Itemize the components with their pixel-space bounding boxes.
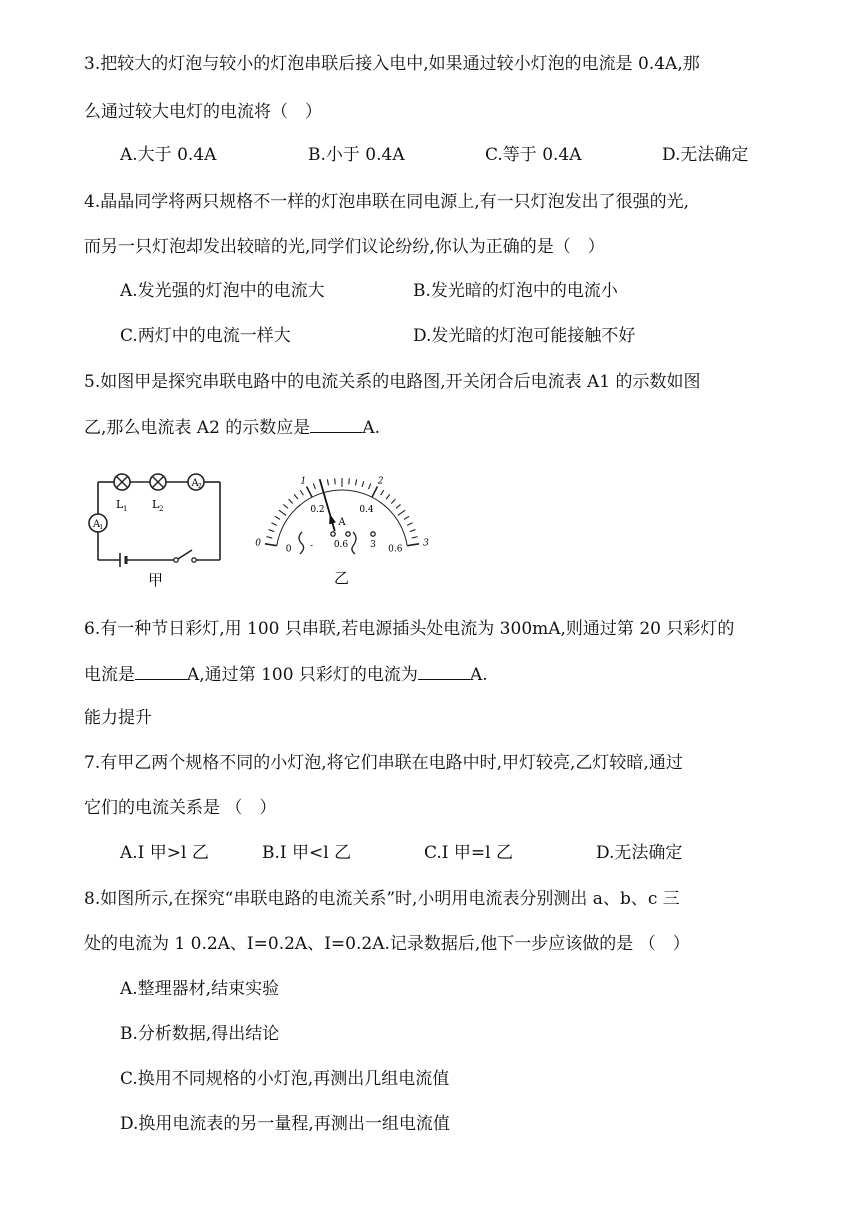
dial-tick xyxy=(396,504,401,508)
dial-tick xyxy=(335,478,336,484)
q7-option-b: B.I 甲<l 乙 xyxy=(262,843,352,863)
dial-tick xyxy=(412,537,418,538)
dial-tick xyxy=(362,481,364,487)
q3-option-d: D.无法确定 xyxy=(662,145,749,165)
q5-answer-blank xyxy=(310,415,362,433)
dial-tick xyxy=(300,490,303,495)
circuit-diagram xyxy=(78,462,238,590)
dial-tick xyxy=(269,530,275,532)
dial-tick xyxy=(275,516,280,519)
lower-scale-label-0: 0 xyxy=(285,544,292,555)
q6-answer-blank-2 xyxy=(418,662,470,680)
q4-line2: 而另一只灯泡却发出较暗的光,同学们议论纷纷,你认为正确的是（ ） xyxy=(84,237,605,257)
dial-tick xyxy=(398,510,405,515)
q6-line1: 6.有一种节日彩灯,用 100 只串联,若电源插头处电流为 300mA,则通过第 20 只彩灯的 xyxy=(84,619,735,639)
dial-tick xyxy=(294,494,298,499)
q3-line2: 么通过较大电灯的电流将（ ） xyxy=(84,102,322,122)
dial-tick xyxy=(407,523,412,526)
terminal-knob-middle xyxy=(346,532,350,536)
terminal-label-minus: - xyxy=(310,541,314,551)
q8-option-b: B.分析数据,得出结论 xyxy=(120,1024,280,1044)
terminal-wire-left xyxy=(299,532,304,554)
q5-line1: 5.如图甲是探究串联电路中的电流关系的电路图,开关闭合后电流表 A1 的示数如图 xyxy=(84,372,701,392)
lower-scale-label-2: 0.4 xyxy=(359,504,374,515)
lamp-l2-symbol xyxy=(150,474,166,490)
dial-tick xyxy=(283,504,288,508)
upper-scale-label-0: 0 xyxy=(255,538,261,549)
ammeter-a2-label: A xyxy=(191,478,199,489)
q5-line2 xyxy=(84,415,380,440)
ammeter-a1-subscript: 1 xyxy=(99,524,104,531)
terminal-knob-right xyxy=(371,532,375,536)
q7-option-d: D.无法确定 xyxy=(596,843,683,863)
q8-option-d: D.换用电流表的另一量程,再测出一组电流值 xyxy=(120,1114,450,1134)
q7-line1: 7.有甲乙两个规格不同的小灯泡,将它们串联在电路中时,甲灯较亮,乙灯较暗,通过 xyxy=(84,753,683,773)
lamp-l1-subscript: 1 xyxy=(123,505,128,513)
switch-symbol xyxy=(174,550,196,562)
q8-line1: 8.如图所示,在探究“串联电路的电流关系”时,小明用电流表分别测出 a、b、c 三 xyxy=(84,889,680,909)
terminal-label-0-6: 0.6 xyxy=(333,540,349,550)
ammeter-a2-symbol xyxy=(188,474,204,490)
q6-line2-text1: 电流是 xyxy=(84,665,135,685)
ammeter-a1-symbol xyxy=(89,514,107,532)
dial-tick xyxy=(313,483,315,489)
dial-tick xyxy=(381,490,384,495)
section-heading: 能力提升 xyxy=(84,708,152,728)
circuit-caption: 甲 xyxy=(148,571,164,589)
q3-option-c: C.等于 0.4A xyxy=(485,145,582,165)
q7-line2: 它们的电流关系是 （ ） xyxy=(84,798,277,818)
dial-tick xyxy=(271,523,276,526)
dial-tick xyxy=(265,544,277,546)
q6-line2 xyxy=(84,662,488,687)
q5-line2-text: 乙,那么电流表 A2 的示数应是 xyxy=(84,418,311,438)
q4-option-a: A.发光强的灯泡中的电流大 xyxy=(120,281,325,301)
dial-tick xyxy=(307,487,312,498)
dial-tick xyxy=(391,499,395,503)
q8-option-a: A.整理器材,结束实验 xyxy=(120,979,280,999)
upper-scale-label-1: 1 xyxy=(300,476,307,487)
terminal-knob-left xyxy=(331,532,335,536)
terminal-label-3: 3 xyxy=(370,540,376,550)
dial-caption: 乙 xyxy=(334,569,350,587)
q4-line1: 4.晶晶同学将两只规格不一样的灯泡串联在同电源上,有一只灯泡发出了很强的光, xyxy=(84,192,690,212)
lower-scale-label-3: 0.6 xyxy=(388,544,403,555)
dial-tick xyxy=(372,487,377,498)
lower-scale-label-1: 0.2 xyxy=(310,504,325,515)
dial-tick xyxy=(410,530,416,532)
dial-unit-label: A xyxy=(338,517,346,528)
terminal-wire-right xyxy=(352,532,356,554)
ammeter-dial xyxy=(255,448,430,590)
q4-option-b: B.发光暗的灯泡中的电流小 xyxy=(413,281,618,301)
dial-tick xyxy=(355,479,356,485)
q8-line2: 处的电流为 1 0.2A、I=0.2A、I=0.2A.记录数据后,他下一步应该做的是 （ ） xyxy=(84,934,690,954)
q3-line1: 3.把较大的灯泡与较小的灯泡串联后接入电中,如果通过较小灯泡的电流是 0.4A,那 xyxy=(84,54,700,74)
lamp-l1-symbol xyxy=(114,474,130,490)
q6-line2-text3: A. xyxy=(469,665,488,685)
q6-answer-blank-1 xyxy=(135,662,187,680)
lamp-l2-subscript: 2 xyxy=(159,505,164,513)
ammeter-a1-label: A xyxy=(93,519,101,530)
dial-tick xyxy=(407,544,419,546)
dial-tick xyxy=(279,510,286,515)
q4-option-d: D.发光暗的灯泡可能接触不好 xyxy=(413,326,636,346)
q3-option-a: A.大于 0.4A xyxy=(120,145,217,165)
q7-option-a: A.I 甲>l 乙 xyxy=(120,843,209,863)
ammeter-a2-subscript: 2 xyxy=(198,483,202,490)
dial-tick xyxy=(386,494,390,499)
q8-option-c: C.换用不同规格的小灯泡,再测出几组电流值 xyxy=(120,1069,450,1089)
q5-line2-unit: A. xyxy=(362,418,380,438)
dial-tick xyxy=(327,479,328,485)
lamp-l2-label: L xyxy=(152,498,160,511)
battery-symbol xyxy=(120,553,126,567)
dial-tick xyxy=(266,537,272,538)
dial-tick-marks xyxy=(265,478,419,546)
dial-tick xyxy=(369,483,371,489)
q6-line2-text2: A,通过第 100 只彩灯的电流为 xyxy=(187,665,418,685)
q3-option-b: B.小于 0.4A xyxy=(308,145,405,165)
q7-option-c: C.I 甲=l 乙 xyxy=(424,843,514,863)
upper-scale-label-3: 3 xyxy=(423,538,429,549)
lamp-l1-label: L xyxy=(116,498,124,511)
dial-tick xyxy=(404,516,409,519)
dial-tick xyxy=(289,499,293,503)
dial-tick xyxy=(349,478,350,484)
upper-scale-label-2: 2 xyxy=(377,476,384,487)
q4-option-c: C.两灯中的电流一样大 xyxy=(120,326,291,346)
